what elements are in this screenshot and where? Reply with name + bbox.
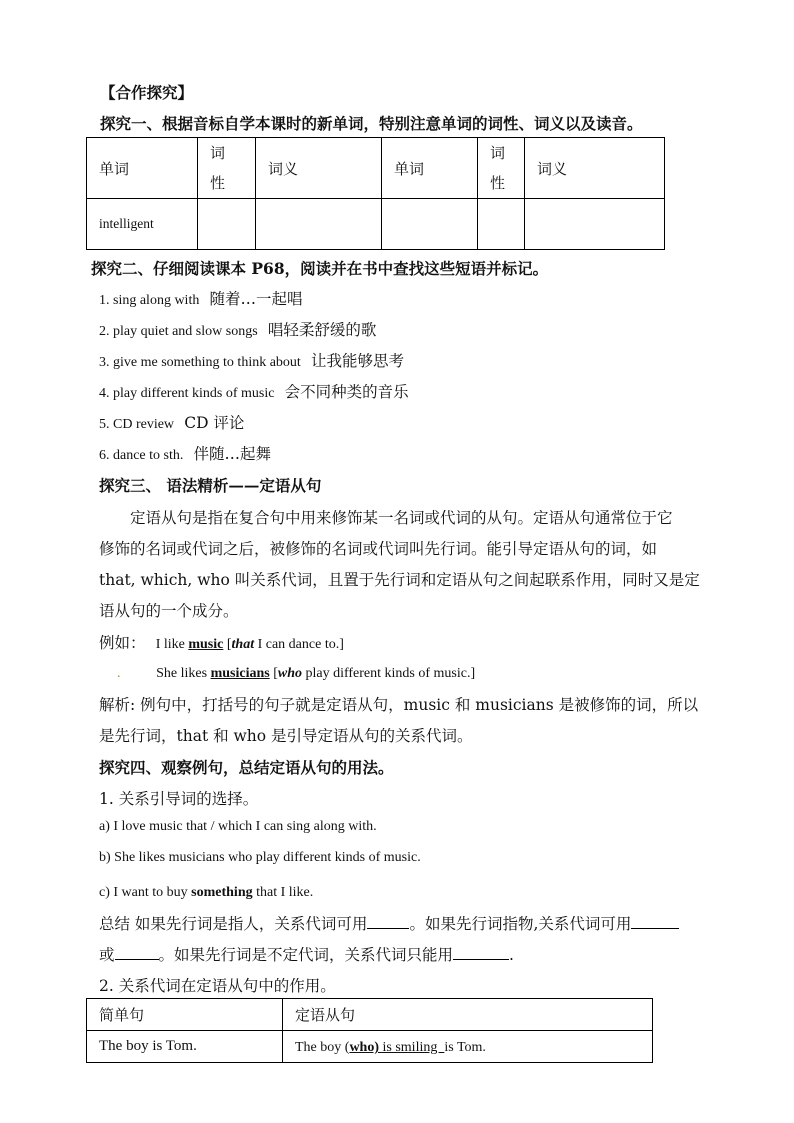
- task3-title: 探究三、 语法精析——定语从句: [99, 476, 322, 495]
- analysis-line: 是先行词，that 和 who 是引导定语从句的关系代词。: [99, 727, 473, 745]
- header-attributive-clause: 定语从句: [283, 999, 653, 1031]
- header-meaning-1: 词义: [256, 138, 382, 199]
- phrase-2: 2. play quiet and slow songs 唱轻柔舒缓的歌: [99, 321, 377, 339]
- blank-that[interactable]: [115, 945, 159, 960]
- analysis-line: 解析: 例句中，打括号的句子就是定语从句，music 和 musicians 是被修饰的词，所以: [99, 696, 699, 714]
- phrase-6: 6. dance to sth. 伴随…起舞: [99, 445, 272, 463]
- vocab-table: [86, 137, 665, 250]
- grammar-para-line: 修饰的名词或代词之后，被修饰的名词或代词叫先行词。能引导定语从句的词，如: [99, 540, 658, 558]
- vocab-cell-intelligent: intelligent: [87, 199, 198, 250]
- task1-title: 探究一、根据音标自学本课时的新单词，特别注意单词的词性、词义以及读音。: [100, 114, 643, 133]
- blank-which[interactable]: [631, 914, 679, 929]
- blank-indefinite[interactable]: [453, 945, 509, 960]
- phrase-1: 1. sing along with 随着…一起唱: [99, 290, 303, 308]
- blank-who[interactable]: [367, 914, 409, 929]
- vocab-cell[interactable]: [525, 199, 665, 250]
- vocab-cell[interactable]: [382, 199, 478, 250]
- clause-table: [86, 998, 653, 1063]
- header-meaning-2: 词义: [525, 138, 665, 199]
- example-1: 例如： I like music [that I can dance to.]: [99, 634, 344, 652]
- vocab-cell[interactable]: [478, 199, 525, 250]
- subheading-1: 1. 关系引导词的选择。: [99, 790, 259, 808]
- cell-simple-sentence: The boy is Tom.: [87, 1031, 283, 1063]
- task2-title: 探究二、仔细阅读课本 P68，阅读并在书中查找这些短语并标记。: [91, 259, 549, 278]
- vocab-cell[interactable]: [256, 199, 382, 250]
- example-2: . She likes musicians [who play different kinds of music.]: [117, 666, 476, 681]
- phrase-4: 4. play different kinds of music 会不同种类的音乐: [99, 383, 409, 401]
- section-header: 【合作探究】: [100, 83, 194, 102]
- grammar-para-line: 语从句的一个成分。: [99, 602, 239, 620]
- vocab-cell[interactable]: [198, 199, 256, 250]
- task4-title: 探究四、观察例句，总结定语从句的用法。: [99, 758, 394, 777]
- phrase-3: 3. give me something to think about 让我能够思考: [99, 352, 404, 370]
- header-pos-2: 词 性: [478, 138, 525, 199]
- header-pos-1: 词 性: [198, 138, 256, 199]
- header-word-1: 单词: [87, 138, 198, 199]
- example-c: c) I want to buy something that I like.: [99, 885, 314, 900]
- header-simple-sentence: 简单句: [87, 999, 283, 1031]
- summary-line-1: 总结 如果先行词是指人，关系代词可用 。如果先行词指物,关系代词可用: [99, 912, 679, 934]
- summary-line-2: 或 。如果先行词是不定代词，关系代词只能用 .: [99, 946, 514, 964]
- subheading-2: 2. 关系代词在定语从句中的作用。: [99, 977, 336, 995]
- example-a: a) I love music that / which I can sing along with.: [99, 819, 377, 834]
- grammar-para-line: 定语从句是指在复合句中用来修饰某一名词或代词的从句。定语从句通常位于它: [130, 509, 673, 527]
- cell-attributive-clause: The boy (who) is smiling is Tom.: [283, 1031, 653, 1063]
- header-word-2: 单词: [382, 138, 478, 199]
- grammar-para-line: that, which, who 叫关系代词，且置于先行词和定语从句之间起联系作用，同时又是定: [99, 571, 700, 589]
- example-b: b) She likes musicians who play different kinds of music.: [99, 850, 421, 865]
- phrase-5: 5. CD review CD 评论: [99, 414, 245, 432]
